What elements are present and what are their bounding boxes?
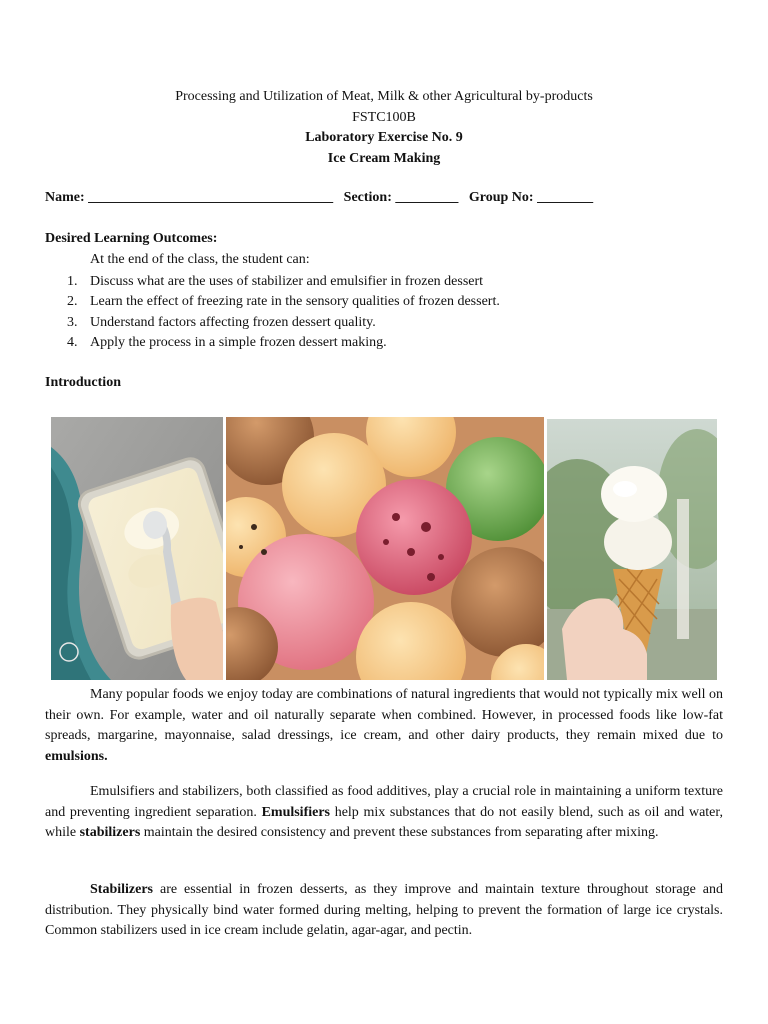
introduction-title: Introduction xyxy=(45,375,121,390)
list-item xyxy=(45,272,745,292)
list-item-text: Discuss what are the uses of stabilizer and emulsifier in frozen dessert xyxy=(90,274,484,289)
name-label: Name: xyxy=(45,190,85,205)
document-header xyxy=(0,87,768,169)
group-label: Group No: xyxy=(468,190,534,205)
paragraph-text: Many popular foods we enjoy today are combinations of natural ingredients that would not typically mix well on their own. For example, water and oil naturally separate when combined. However, in processed foods like low-fat spreads, margarine, mayonnaise, salad dressings, ice cream, and other dairy products, they remain mixed due to xyxy=(45,687,723,744)
list-item xyxy=(45,333,745,353)
paragraph-text: are essential in frozen desserts, as they improve and maintain texture throughout storage and distribution. They physically bind water formed during melting, helping to prevent the formation of large ice crystals. Common stabilizers used in ice cream include gelatin, agar-agar, and pectin. xyxy=(45,882,723,939)
emphasis-emulsions: emulsions. xyxy=(45,748,108,764)
list-item-number: 3. xyxy=(67,314,78,330)
section-label: Section: xyxy=(343,190,392,205)
student-info-row xyxy=(45,190,593,206)
list-item xyxy=(45,292,745,312)
list-item-number: 2. xyxy=(67,294,78,310)
paragraph-text: maintain the desired consistency and prevent these substances from separating after mixing. xyxy=(140,825,659,841)
list-item-number: 1. xyxy=(67,274,78,289)
learning-outcomes-title: Desired Learning Outcomes: xyxy=(45,231,218,246)
ice-cream-tub-photo xyxy=(51,417,223,680)
emphasis-emulsifiers: Emulsifiers xyxy=(261,804,331,820)
intro-paragraph-3 xyxy=(45,880,723,942)
course-code: FSTC100B xyxy=(352,109,416,125)
ice-cream-cone-photo xyxy=(547,419,717,680)
exercise-title: Laboratory Exercise No. 9 xyxy=(305,130,463,145)
list-item-text: Apply the process in a simple frozen dessert making. xyxy=(90,334,387,350)
name-field[interactable]: ___________________________________ xyxy=(88,190,334,205)
learning-outcomes-intro: At the end of the class, the student can: xyxy=(90,252,310,267)
course-title: Processing and Utilization of Meat, Milk & other Agricultural by-products xyxy=(175,89,593,104)
intro-paragraph-1 xyxy=(45,685,723,767)
topic-title: Ice Cream Making xyxy=(327,150,441,166)
intro-paragraph-2 xyxy=(45,782,723,844)
section-field[interactable]: _________ xyxy=(395,190,459,205)
paragraph-text: help mix substances that do not easily blend, such as oil and water, while xyxy=(45,804,723,841)
emphasis-stabilizers: Stabilizers xyxy=(90,882,153,897)
paragraph-text: Emulsifiers and stabilizers, both classified as food additives, play a crucial role in maintaining a uniform texture and preventing ingredient separation. xyxy=(45,784,723,820)
list-item-number: 4. xyxy=(67,334,78,350)
colorful-scoops-photo xyxy=(226,417,544,680)
emphasis-stabilizers: stabilizers xyxy=(79,825,141,841)
list-item xyxy=(45,313,745,333)
group-field[interactable]: ________ xyxy=(537,190,594,205)
learning-outcomes-list xyxy=(45,272,745,353)
list-item-text: Understand factors affecting frozen dessert quality. xyxy=(90,314,376,330)
list-item-text: Learn the effect of freezing rate in the sensory qualities of frozen dessert. xyxy=(90,294,500,310)
